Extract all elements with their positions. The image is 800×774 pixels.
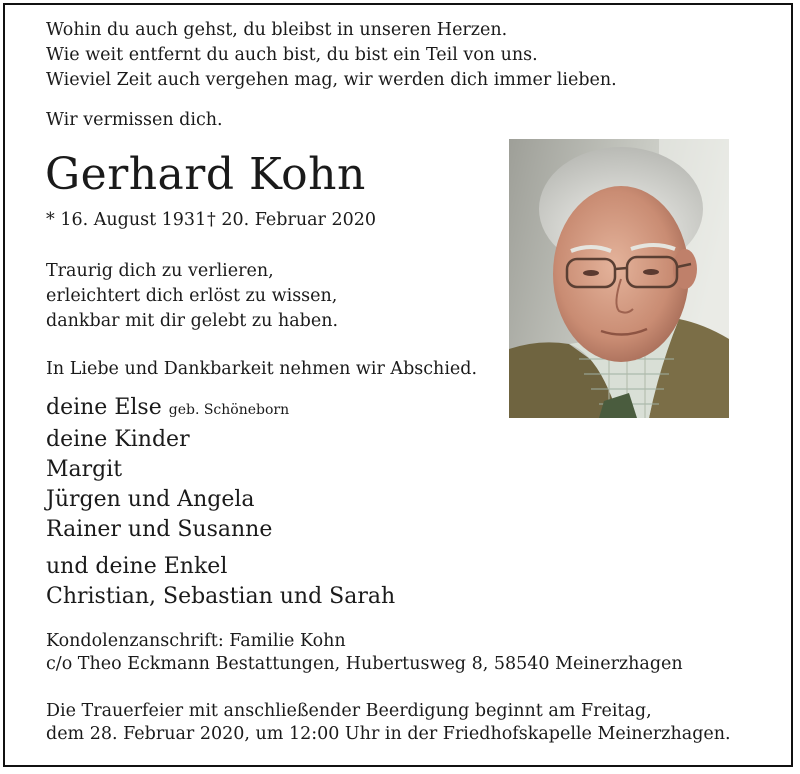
child-name: Jürgen und Angela [46, 487, 255, 512]
death-date: † 20. Februar 2020 [207, 210, 376, 230]
wife-name: deine Else [46, 395, 162, 420]
children-heading: deine Kinder [46, 427, 190, 452]
poem-mid-line-1: Traurig dich zu verlieren, [46, 261, 274, 281]
condolence-line-2: c/o Theo Eckmann Bestattungen, Hubertusweg 8, 58540 Meinerzhagen [46, 654, 683, 674]
miss-line: Wir vermissen dich. [46, 110, 223, 130]
ceremony-line-2: dem 28. Februar 2020, um 12:00 Uhr in der Friedhofskapelle Meinerzhagen. [46, 724, 731, 744]
child-name: Rainer und Susanne [46, 517, 273, 542]
deceased-name: Gerhard Kohn [45, 149, 366, 200]
poem-mid-line-2: erleichtert dich erlöst zu wissen, [46, 286, 338, 306]
portrait-photo [509, 139, 729, 418]
poem-top-line-2: Wie weit entfernt du auch bist, du bist ein Teil von uns. [46, 45, 538, 65]
poem-top-line-1: Wohin du auch gehst, du bleibst in unseren Herzen. [46, 20, 508, 40]
child-name: Margit [46, 457, 123, 482]
farewell-line: In Liebe und Dankbarkeit nehmen wir Abschied. [46, 359, 478, 379]
wife-line [46, 393, 289, 425]
condolence-line-1: Kondolenzanschrift: Familie Kohn [46, 631, 346, 651]
birth-date: * 16. August 1931 [46, 210, 207, 230]
poem-mid-line-3: dankbar mit dir gelebt zu haben. [46, 311, 339, 331]
wife-maiden-name: geb. Schöneborn [168, 402, 290, 418]
grandchildren-names: Christian, Sebastian und Sarah [46, 584, 396, 609]
grandchildren-heading: und deine Enkel [46, 554, 228, 579]
ceremony-line-1: Die Trauerfeier mit anschließender Beerdigung beginnt am Freitag, [46, 701, 652, 721]
poem-top-line-3: Wieviel Zeit auch vergehen mag, wir werden dich immer lieben. [46, 70, 617, 90]
